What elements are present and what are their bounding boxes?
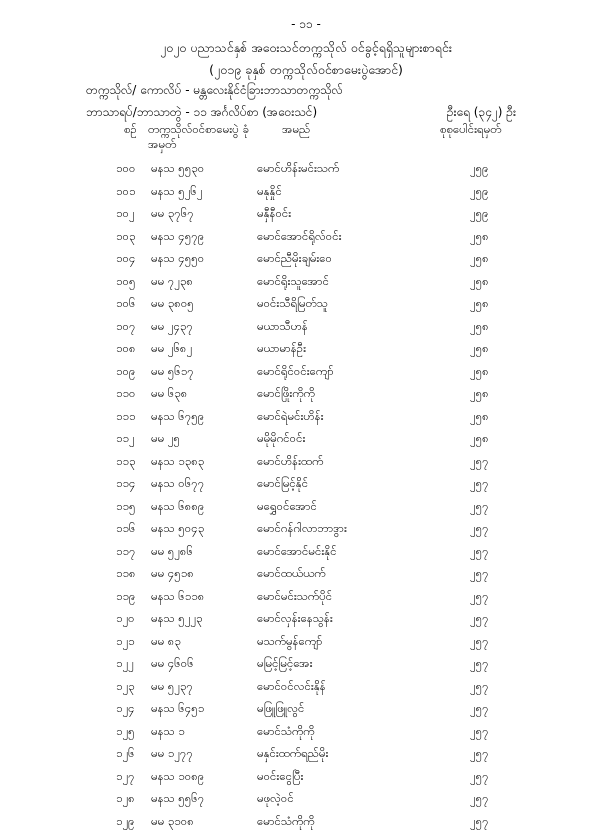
row-number: ၁၁၂ — [116, 431, 135, 448]
total-score: ၂၅၇ — [470, 544, 489, 561]
student-name: မောင်ဂန်ဂါလာဘာဒွား — [257, 521, 347, 538]
exam-id: မမ ၃၇၆၇ — [151, 206, 194, 223]
table-row — [0, 409, 612, 432]
row-number: ၁၁၁ — [116, 409, 135, 426]
total-score: ၂၅၉ — [470, 184, 489, 201]
student-name: မောင်ရိုးသူအောင် — [257, 274, 329, 291]
row-number: ၁၂၆ — [116, 746, 135, 763]
total-score: ၂၅၉ — [470, 206, 489, 223]
table-row — [0, 499, 612, 522]
exam-id: မမ ၅၆၁၇ — [151, 364, 194, 381]
exam-id: မမ ၂၆၈၂ — [151, 341, 192, 358]
exam-id: မနသ ၁၀၈၉ — [151, 769, 204, 786]
document-title: ၂၀၂၀ ပညာသင်နှစ် အဝေးသင်တက္ကသိုလ် ဝင်ခွင့်ရရှိသူများစာရင်း — [0, 40, 612, 59]
row-number: ၁၀၀ — [116, 161, 135, 178]
row-number: ၁၁၆ — [116, 521, 135, 538]
student-name: မောင်မြင့်နိုင် — [257, 476, 308, 493]
exam-id: မမ ၂၄၃၇ — [151, 319, 193, 336]
total-score: ၂၅၈ — [470, 319, 489, 336]
exam-id: မမ ၆၃၈ — [151, 386, 187, 403]
student-name: မဖြူဖြူလွင် — [257, 701, 304, 718]
total-score: ၂၅၇ — [470, 566, 489, 583]
row-number: ၁၁၀ — [116, 386, 135, 403]
row-number: ၁၀၅ — [116, 274, 135, 291]
table-row — [0, 746, 612, 769]
student-name: မရွှေဝင်အောင် — [257, 499, 317, 516]
row-number: ၁၀၆ — [116, 296, 135, 313]
total-score: ၂၅၇ — [470, 724, 489, 741]
total-score: ၂၅၈ — [470, 296, 489, 313]
total-score: ၂၅၇ — [470, 746, 489, 763]
total-score: ၂၅၇ — [470, 454, 489, 471]
column-header-score: စုစုပေါင်းရမှတ် — [440, 122, 501, 139]
row-number: ၁၂၈ — [116, 791, 135, 808]
total-score: ၂၅၈ — [470, 386, 489, 403]
row-number: ၁၁၇ — [116, 544, 135, 561]
row-number: ၁၀၉ — [116, 364, 135, 381]
table-row — [0, 296, 612, 319]
exam-id: မနသ ၅၅၆၇ — [151, 791, 204, 808]
exam-id: မနသ ၅၀၄၃ — [151, 521, 204, 538]
student-name: မယာသီဟန် — [257, 319, 308, 336]
exam-id: မနသ ၄၅၇၉ — [151, 229, 204, 246]
student-name: မောင်ရိုင်ဝင်းကျော် — [257, 364, 334, 381]
exam-id: မမ ၄၅၁၈ — [151, 566, 194, 583]
subject-line: ဘာသာရပ်/ဘာသာတွဲ - ၁၁ အင်္ဂလိပ်စာ (အဝေးသင်) — [86, 104, 317, 122]
student-name: မောင်အောင်ရိုလ်ဝင်း — [257, 229, 342, 246]
row-number: ၁၂၄ — [116, 701, 135, 718]
table-row — [0, 634, 612, 657]
total-score: ၂၅၈ — [470, 229, 489, 246]
exam-id: မနသ ၁၃၈၃ — [151, 454, 204, 471]
student-list — [0, 161, 612, 836]
table-row — [0, 611, 612, 634]
student-name: မယာမာန်ဦး — [257, 341, 306, 358]
column-header-exam-id: တက္ကသိုလ်ဝင်စာမေးပွဲ ခုံအမှတ် — [148, 122, 266, 152]
student-name: မဝင်းသီရိမြတ်သူ — [257, 296, 328, 313]
column-header-no: စဉ် — [124, 122, 137, 139]
total-score: ၂၅၇ — [470, 589, 489, 606]
total-score: ၂၅၇ — [470, 814, 489, 831]
exam-id: မမ ၅၂၃၇ — [151, 679, 193, 696]
student-name: မမိုမိုဂင်ဝင်း — [257, 431, 305, 448]
column-header-name: အမည် — [282, 122, 310, 139]
table-row — [0, 206, 612, 229]
row-number: ၁၀၇ — [116, 319, 135, 336]
table-row — [0, 566, 612, 589]
student-name: မောင်အောင်မင်းနိုင် — [257, 544, 337, 561]
table-row — [0, 161, 612, 184]
page-number: - ၁၁ - — [0, 16, 612, 34]
total-score: ၂၅၇ — [470, 611, 489, 628]
total-score: ၂၅၇ — [470, 499, 489, 516]
total-score: ၂၅၇ — [470, 701, 489, 718]
row-number: ၁၀၄ — [116, 251, 135, 268]
table-row — [0, 184, 612, 207]
exam-id: မနသ ၆၁၁၈ — [151, 589, 204, 606]
exam-id: မနသ ၆၄၅၁ — [151, 701, 204, 718]
row-number: ၁၁၄ — [116, 476, 135, 493]
student-name: မောင်ဖြိုးကိုကို — [257, 386, 315, 403]
table-row — [0, 386, 612, 409]
exam-id: မနသ ၀၆၇၇ — [151, 476, 204, 493]
row-number: ၁၂၂ — [116, 656, 134, 673]
document-subtitle: (၂၀၁၉ ခုနှစ် တက္ကသိုလ်ဝင်စာမေးပွဲအောင်) — [0, 62, 612, 81]
exam-id: မမ ၃၁၀၈ — [151, 814, 194, 831]
table-row — [0, 589, 612, 612]
exam-id: မနသ ၄၅၅၀ — [151, 251, 204, 268]
exam-id: မနသ ၅၂၆၂ — [151, 184, 203, 201]
exam-id: မနသ ၅၂၂၃ — [151, 611, 203, 628]
university-line: တက္ကသိုလ်/ ကောလိပ် - မန္တလေးနိုင်ငံခြားဘာသာတက္ကသိုလ် — [86, 82, 343, 100]
student-name: မမြင့်မြင့်အေး — [257, 656, 313, 673]
table-row — [0, 656, 612, 679]
table-row — [0, 724, 612, 747]
exam-id: မမ ၄၆၀၆ — [151, 656, 194, 673]
student-name: မောင်ဟိန်းမင်းသက် — [257, 161, 339, 178]
row-number: ၁၂၉ — [116, 814, 135, 831]
total-score: ၂၅၇ — [470, 679, 489, 696]
table-row — [0, 229, 612, 252]
table-row — [0, 791, 612, 814]
student-name: မနုနှိုင် — [257, 184, 282, 201]
student-name: မောင်မင်းသက်ပိုင် — [257, 589, 332, 606]
table-row — [0, 679, 612, 702]
student-name: မဝင်းငွေပြီး — [257, 769, 303, 786]
exam-id: မမ ၇၂၃၈ — [151, 274, 193, 291]
row-number: ၁၀၈ — [116, 341, 136, 358]
row-number: ၁၀၁ — [116, 184, 135, 201]
exam-id: မမ ၅၂၈၆ — [151, 544, 193, 561]
table-header — [0, 122, 612, 154]
student-name: မောင်ဟိန်းထက် — [257, 454, 323, 471]
row-number: ၁၂၇ — [116, 769, 135, 786]
student-name: မောင်သံကိုကို — [257, 814, 315, 831]
table-row — [0, 431, 612, 454]
total-count: ဦးရေ (၃၄၂) ဦး — [447, 104, 516, 122]
table-row — [0, 454, 612, 477]
table-row — [0, 364, 612, 387]
row-number: ၁၁၃ — [116, 454, 135, 471]
row-number: ၁၁၉ — [116, 589, 135, 606]
row-number: ၁၂၁ — [116, 634, 135, 651]
exam-id: မမ ၃၈၀၅ — [151, 296, 194, 313]
row-number: ၁၂၀ — [116, 611, 135, 628]
total-score: ၂၅၈ — [470, 251, 489, 268]
exam-id: မမ ၁၂၇၇ — [151, 746, 193, 763]
student-name: မောင်ညီမိုးချမ်းဝေ — [257, 251, 332, 268]
total-score: ၂၅၇ — [470, 791, 489, 808]
student-name: မသက်မွန်ကျော် — [257, 634, 323, 651]
table-row — [0, 814, 612, 836]
student-name: မနှင်းထက်ရည်မိုး — [257, 746, 328, 763]
student-name: မောင်သံကိုကို — [257, 724, 315, 741]
table-row — [0, 341, 612, 364]
table-row — [0, 769, 612, 792]
row-number: ၁၁၈ — [116, 566, 136, 583]
exam-id: မနသ ၆၇၅၉ — [151, 409, 204, 426]
total-score: ၂၅၈ — [470, 341, 489, 358]
row-number: ၁၁၅ — [116, 499, 135, 516]
total-score: ၂၅၇ — [470, 634, 489, 651]
total-score: ၂၅၇ — [470, 656, 489, 673]
student-name: မောင်ဝင်လင်းနိုန် — [257, 679, 326, 696]
student-name: မောင်လှန်းနေသွန်း — [257, 611, 333, 628]
total-score: ၂၅၉ — [470, 161, 489, 178]
row-number: ၁၂၅ — [116, 724, 135, 741]
exam-id: မမ ၂၅ — [151, 431, 180, 448]
total-score: ၂၅၈ — [470, 409, 489, 426]
student-name: မနှီနီဝင်း — [257, 206, 291, 223]
row-number: ၁၂၃ — [116, 679, 135, 696]
total-score: ၂၅၈ — [470, 431, 489, 448]
exam-id: မနသ ၆၈၈၉ — [151, 499, 204, 516]
student-name: မဖုလဲ့ဝင် — [257, 791, 294, 808]
total-score: ၂၅၈ — [470, 274, 489, 291]
total-score: ၂၅၇ — [470, 476, 489, 493]
table-row — [0, 319, 612, 342]
table-row — [0, 701, 612, 724]
exam-id: မမ ၈၃ — [151, 634, 181, 651]
exam-id: မနသ ၁ — [151, 724, 185, 741]
row-number: ၁၀၃ — [116, 229, 135, 246]
row-number: ၁၀၂ — [116, 206, 135, 223]
total-score: ၂၅၈ — [470, 364, 489, 381]
table-row — [0, 544, 612, 567]
table-row — [0, 521, 612, 544]
table-row — [0, 476, 612, 499]
total-score: ၂၅၇ — [470, 769, 489, 786]
total-score: ၂၅၇ — [470, 521, 489, 538]
student-name: မောင်ရဲမင်းဟိန်း — [257, 409, 324, 426]
table-row — [0, 251, 612, 274]
table-row — [0, 274, 612, 297]
student-name: မောင်ထယ်ယက် — [257, 566, 326, 583]
exam-id: မနသ ၅၅၃၀ — [151, 161, 204, 178]
